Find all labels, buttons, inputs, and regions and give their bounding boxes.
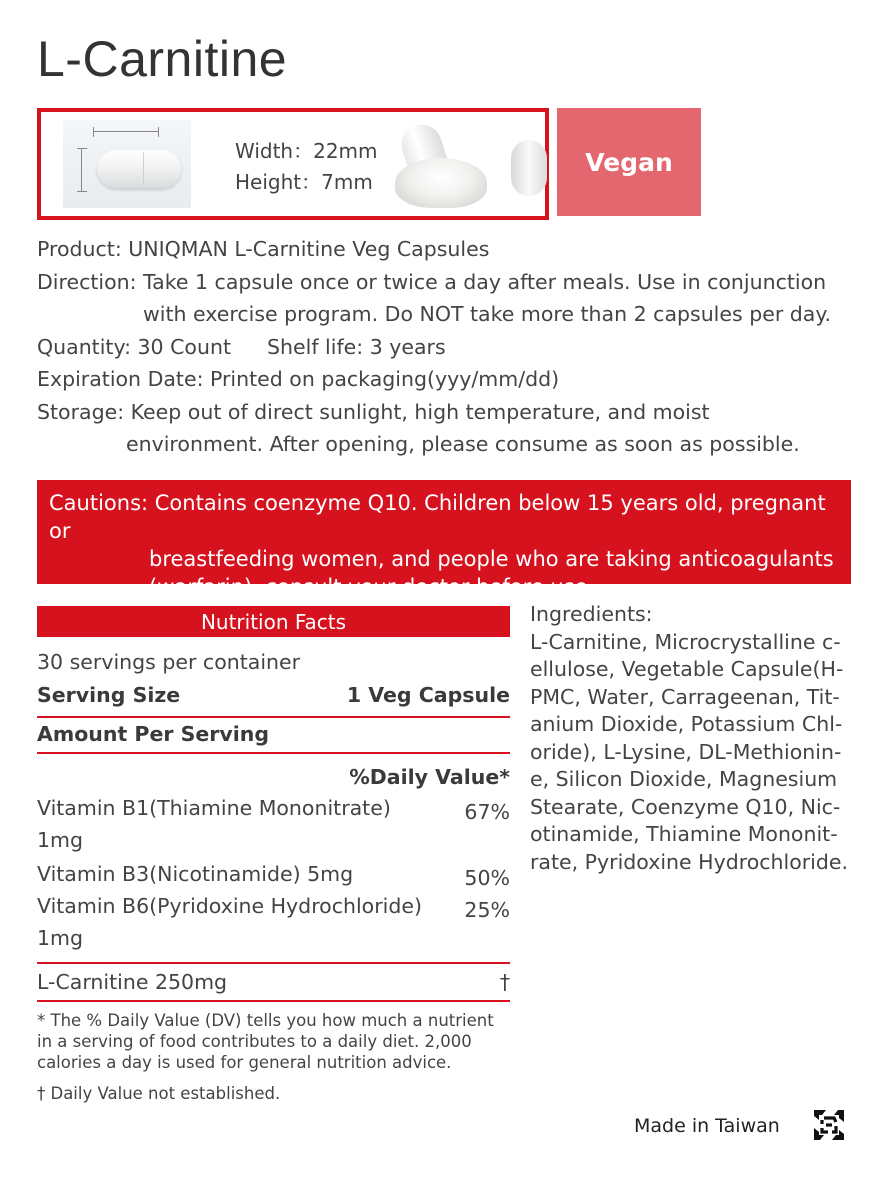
- divider: [37, 716, 510, 718]
- nutrient-daily-value: 50%: [464, 866, 510, 890]
- capsule-height: Height：7mm: [235, 170, 373, 194]
- nutrition-facts-header: Nutrition Facts: [37, 606, 510, 637]
- ingredients-line: rate, Pyridoxine Hydrochloride.: [530, 849, 849, 874]
- footnote-line: in a serving of food contributes to a daily diet. 2,000: [37, 1032, 472, 1051]
- amount-per-serving: Amount Per Serving: [37, 722, 270, 746]
- carnitine-label: L-Carnitine 250mg: [37, 970, 228, 994]
- height-dimension-marker: [77, 148, 87, 192]
- serving-size-label: Serving Size: [37, 683, 181, 707]
- nutrient-name: Vitamin B3(Nicotinamide) 5mg: [37, 862, 354, 886]
- nutrient-daily-value: 25%: [464, 898, 510, 922]
- nutrient-name: Vitamin B6(Pyridoxine Hydrochloride): [37, 894, 422, 918]
- capsule-image: [63, 120, 191, 208]
- ingredients-line: e, Silicon Dioxide, Magnesium: [530, 767, 838, 791]
- direction-line-1: Direction: Take 1 capsule once or twice a day after meals. Use in conjunction: [37, 269, 827, 294]
- footnote: [37, 1010, 517, 1073]
- nutrient-amount: 1mg: [37, 828, 84, 852]
- serving-size-row: [37, 683, 510, 707]
- carnitine-row: [37, 970, 510, 994]
- ingredients-label: Ingredients:: [530, 602, 653, 626]
- nutrient-row: [37, 890, 510, 954]
- daily-value-header: %Daily Value*: [349, 765, 510, 789]
- ingredients-line: anium Dioxide, Potassium Chl-: [530, 712, 843, 736]
- storage-line-1: Storage: Keep out of direct sunlight, high temperature, and moist: [37, 399, 710, 424]
- caution-line-1: Cautions: Contains coenzyme Q10. Children below 15 years old, pregnant or: [49, 491, 826, 543]
- quantity: Quantity: 30 Count: [37, 334, 231, 359]
- caution-line-2: breastfeeding women, and people who are taking anticoagulants: [149, 547, 834, 571]
- quantity-shelf-row: [37, 331, 857, 364]
- ingredients-line: L-Carnitine, Microcrystalline c-: [530, 629, 841, 654]
- caution-banner: [37, 480, 851, 599]
- ingredients-line: otinamide, Thiamine Mononit-: [530, 822, 838, 846]
- ingredients-line: oride), L-Lysine, DL-Methionin-: [530, 739, 842, 764]
- nutrient-amount: 1mg: [37, 926, 84, 950]
- ingredients-line: ellulose, Vegetable Capsule(H-: [530, 657, 844, 681]
- direction-line-2: with exercise program. Do NOT take more than 2 capsules per day.: [143, 302, 832, 326]
- ingredients-line: PMC, Water, Carrageenan, Tit-: [530, 684, 840, 709]
- product-line: Product: UNIQMAN L-Carnitine Veg Capsules: [37, 237, 490, 261]
- storage-line-2: environment. After opening, please consume as soon as possible.: [126, 432, 800, 456]
- dagger-footnote: † Daily Value not established.: [37, 1084, 281, 1103]
- divider: [37, 752, 510, 754]
- nutrient-row: [37, 792, 510, 856]
- capsule-icon: [97, 150, 181, 188]
- ingredients: [530, 601, 860, 876]
- recycle-icon: [810, 1106, 848, 1144]
- divider: [37, 1000, 510, 1002]
- shelf-life: Shelf life: 3 years: [267, 334, 446, 359]
- footnote-line: calories a day is used for general nutrition advice.: [37, 1053, 452, 1072]
- caution-line-3: (warfarin), consult your doctor before use.: [149, 575, 595, 599]
- footnote-line: * The % Daily Value (DV) tells you how much a nutrient: [37, 1011, 494, 1030]
- product-info: [37, 233, 857, 461]
- carnitine-daily-value: †: [499, 970, 510, 994]
- serving-size-value: 1 Veg Capsule: [346, 683, 510, 707]
- nutrient-name: Vitamin B1(Thiamine Mononitrate): [37, 796, 391, 820]
- nutrient-daily-value: 67%: [464, 800, 510, 824]
- capsule-width: Width：22mm: [235, 139, 378, 163]
- ingredients-line: Stearate, Coenzyme Q10, Nic-: [530, 794, 841, 819]
- nutrition-facts: [37, 606, 510, 1103]
- width-dimension-marker: [93, 127, 159, 137]
- nutrient-row: [37, 858, 510, 890]
- page-title: L-Carnitine: [37, 31, 288, 87]
- servings-per-container: 30 servings per container: [37, 650, 301, 674]
- made-in-label: Made in Taiwan: [634, 1115, 780, 1137]
- capsule-spec-box: [37, 108, 549, 220]
- capsule-powder-image: [387, 116, 539, 212]
- capsule-dimensions: [235, 136, 378, 198]
- divider: [37, 962, 510, 964]
- expiration-line: Expiration Date: Printed on packaging(yyy/mm/dd): [37, 367, 560, 391]
- vegan-badge: Vegan: [557, 108, 701, 216]
